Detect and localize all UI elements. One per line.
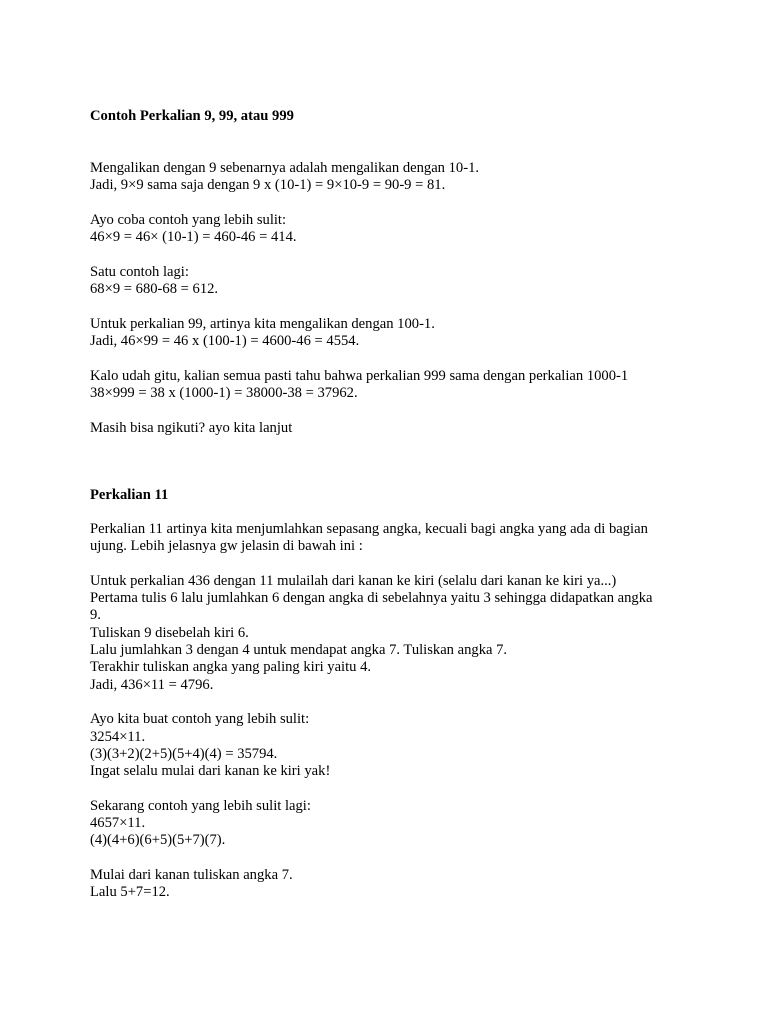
text-line: Sekarang contoh yang lebih sulit lagi: (90, 798, 311, 814)
text-line: Tuliskan 9 disebelah kiri 6. (90, 625, 249, 641)
text-line: Untuk perkalian 436 dengan 11 mulailah dari kanan ke kiri (selalu dari kanan ke kiri ya...) (90, 573, 617, 589)
text-line: Mulai dari kanan tuliskan angka 7. (90, 867, 293, 883)
text-line: Terakhir tuliskan angka yang paling kiri yaitu 4. (90, 659, 372, 675)
text-line: 46×9 = 46× (10-1) = 460-46 = 414. (90, 229, 297, 245)
text-line: Lalu jumlahkan 3 dengan 4 untuk mendapat angka 7. Tuliskan angka 7. (90, 642, 508, 658)
text-line: Lalu 5+7=12. (90, 884, 170, 900)
text-line: Jadi, 436×11 = 4796. (90, 677, 214, 693)
text-line: Jadi, 9×9 sama saja dengan 9 x (10-1) = 9×10-9 = 90-9 = 81. (90, 177, 446, 193)
text-line: Untuk perkalian 99, artinya kita mengalikan dengan 100-1. (90, 316, 435, 332)
text-line: 3254×11. (90, 729, 146, 745)
text-line: (3)(3+2)(2+5)(5+4)(4) = 35794. (90, 746, 278, 762)
text-line: 4657×11. (90, 815, 146, 831)
text-line: Jadi, 46×99 = 46 x (100-1) = 4600-46 = 4554. (90, 333, 360, 349)
text-line: Ingat selalu mulai dari kanan ke kiri yak! (90, 763, 331, 779)
text-line: 68×9 = 680-68 = 612. (90, 281, 219, 297)
text-line: 9. (90, 607, 101, 623)
text-line: Mengalikan dengan 9 sebenarnya adalah mengalikan dengan 10-1. (90, 160, 480, 176)
text-line: Ayo kita buat contoh yang lebih sulit: (90, 711, 310, 727)
section-heading-perkalian-11: Perkalian 11 (90, 487, 169, 503)
text-line: Perkalian 11 artinya kita menjumlahkan sepasang angka, kecuali bagi angka yang ada di bagian (90, 521, 648, 537)
section-heading-perkalian-9: Contoh Perkalian 9, 99, atau 999 (90, 108, 294, 124)
text-line: Satu contoh lagi: (90, 264, 189, 280)
text-line: Pertama tulis 6 lalu jumlahkan 6 dengan angka di sebelahnya yaitu 3 sehingga didapatkan angka (90, 590, 653, 606)
text-line: ujung. Lebih jelasnya gw jelasin di bawah ini : (90, 538, 363, 554)
text-line: Masih bisa ngikuti? ayo kita lanjut (90, 420, 293, 436)
text-line: 38×999 = 38 x (1000-1) = 38000-38 = 37962. (90, 385, 358, 401)
text-line: (4)(4+6)(6+5)(5+7)(7). (90, 832, 226, 848)
text-line: Kalo udah gitu, kalian semua pasti tahu bahwa perkalian 999 sama dengan perkalian 1000-1 (90, 368, 629, 384)
text-line: Ayo coba contoh yang lebih sulit: (90, 212, 287, 228)
